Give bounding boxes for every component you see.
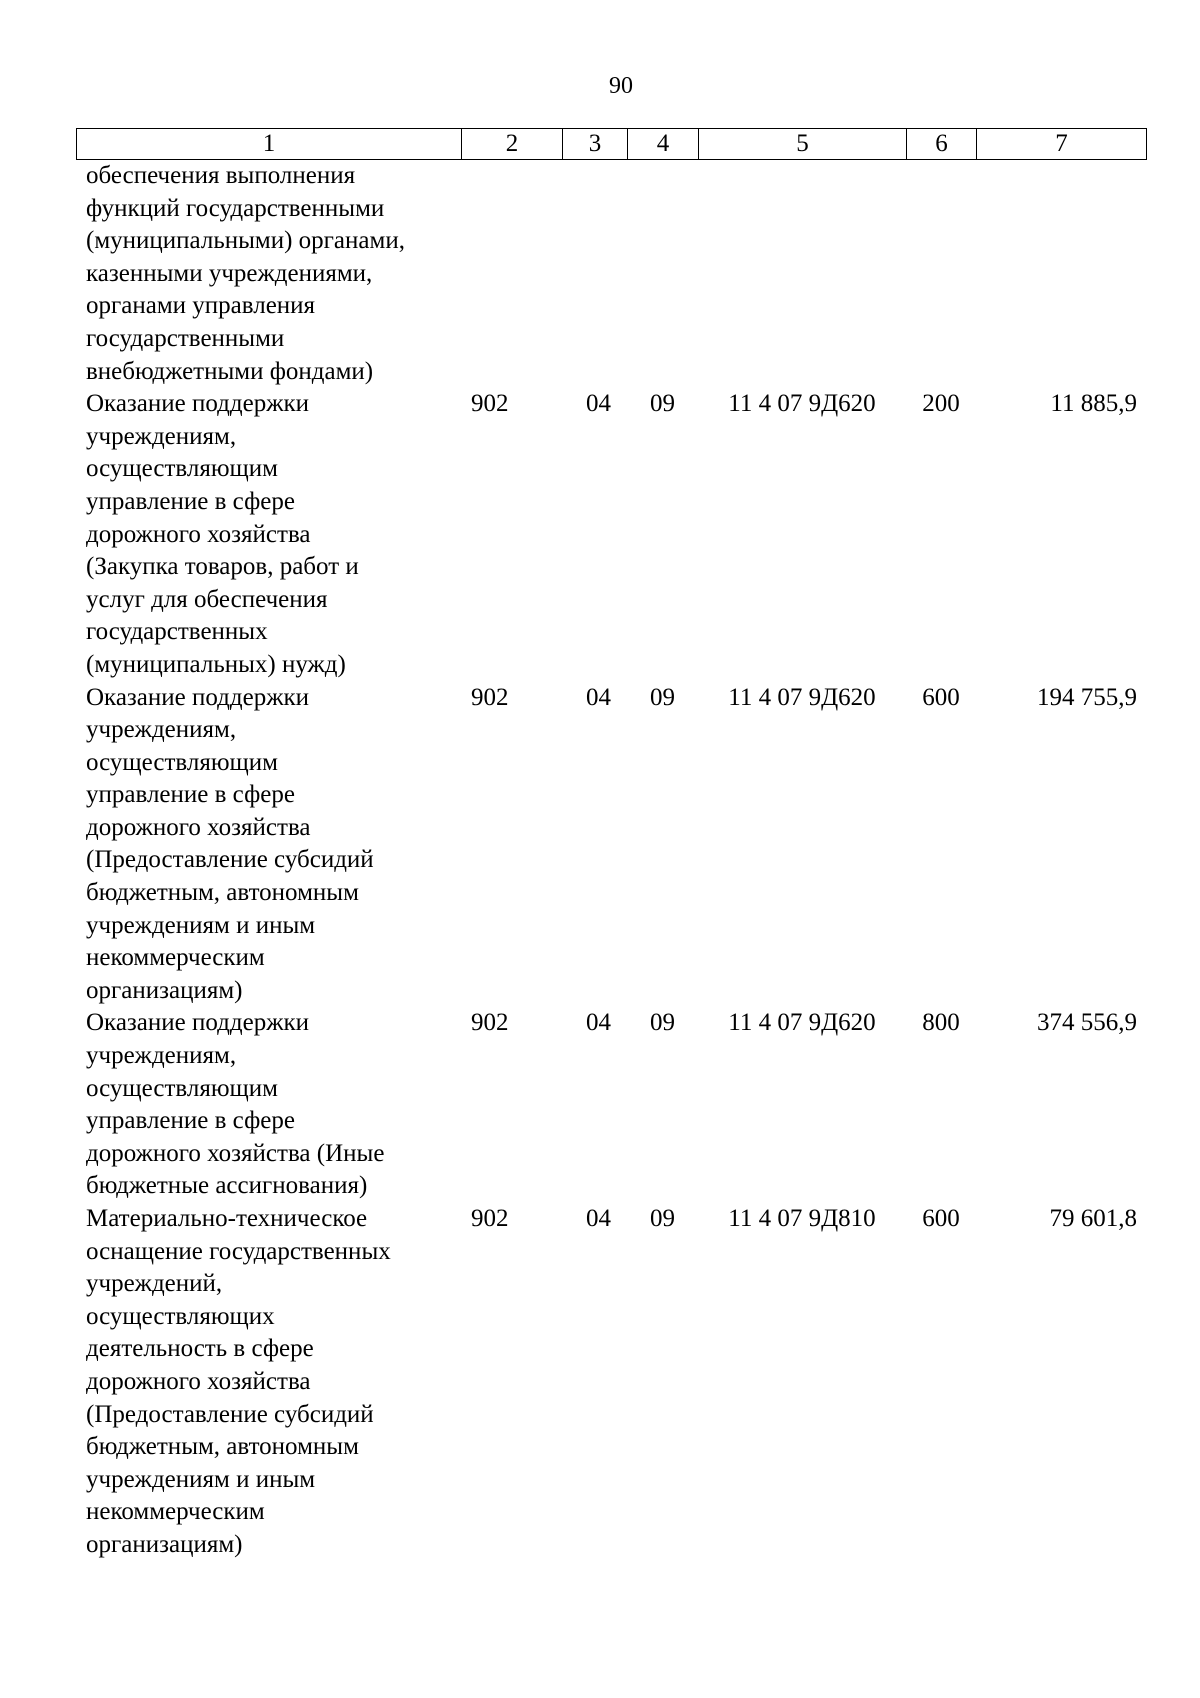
description-line: организациям) <box>86 1530 243 1558</box>
description-line: обеспечения выполнения <box>86 162 356 189</box>
section-code-cell <box>562 160 627 388</box>
description-line: бюджетные ассигнования) <box>86 1172 368 1200</box>
description-line: дорожного хозяйства <box>86 520 311 548</box>
description-line: деятельность в сфере <box>86 1335 314 1363</box>
row-description <box>76 1007 461 1203</box>
expense-type-cell: 800 <box>922 1009 960 1037</box>
description-line: организациям) <box>86 976 243 1004</box>
column-header-6: 6 <box>907 129 977 159</box>
description-line: Оказание поддержки <box>86 390 309 418</box>
expense-type-cell: 200 <box>922 390 960 418</box>
table-row <box>76 160 1147 388</box>
subsection-code-cell: 09 <box>650 683 675 711</box>
ministry-code-cell: 902 <box>471 1205 509 1232</box>
ministry-code-cell: 902 <box>471 390 509 418</box>
ministry-code-cell: 902 <box>471 1009 509 1037</box>
description-line: управление в сфере <box>86 1107 295 1135</box>
column-header-5: 5 <box>699 129 907 159</box>
ministry-code-cell <box>461 160 562 388</box>
expense-type-cell: 600 <box>922 683 960 711</box>
column-header-2: 2 <box>462 129 563 159</box>
description-line: (муниципальных) нужд) <box>86 650 346 678</box>
amount-cell: 79 601,8 <box>1049 1205 1137 1232</box>
amount-cell: 11 885,9 <box>1050 390 1137 418</box>
description-line: (Закупка товаров, работ и <box>86 553 359 581</box>
description-line: учреждениям и иным <box>86 1465 316 1493</box>
row-description <box>76 160 461 388</box>
section-code-cell: 04 <box>586 683 611 711</box>
description-line: дорожного хозяйства <box>86 813 311 841</box>
subsection-code-cell: 09 <box>650 390 675 418</box>
target-article-cell: 11 4 07 9Д620 <box>728 1009 876 1037</box>
description-line: некоммерческим <box>86 1498 265 1526</box>
column-header-7: 7 <box>1055 130 1068 157</box>
description-line: функций государственными <box>86 194 385 222</box>
description-line: казенными учреждениями, <box>86 259 373 287</box>
description-line: управление в сфере <box>86 781 295 809</box>
description-line: бюджетным, автономным <box>86 879 359 907</box>
subsection-code-cell <box>627 160 698 388</box>
page-number: 90 <box>609 73 633 99</box>
section-code-cell: 04 <box>586 1205 611 1232</box>
table-body <box>76 160 1147 1562</box>
description-line: Оказание поддержки <box>86 683 309 711</box>
subsection-code-cell: 09 <box>650 1009 675 1037</box>
table-header-row <box>76 128 1147 160</box>
description-line: дорожного хозяйства (Иные <box>86 1139 385 1167</box>
description-line: Материально-техническое <box>86 1205 368 1232</box>
table-row <box>76 682 1147 1008</box>
table-row <box>76 1007 1147 1203</box>
row-description <box>76 682 461 1008</box>
description-line: внебюджетными фондами) <box>86 357 374 385</box>
section-code-cell: 04 <box>586 390 611 418</box>
row-description <box>76 1203 461 1562</box>
target-article-cell: 11 4 07 9Д620 <box>728 683 876 711</box>
description-line: учреждениям, <box>86 716 237 744</box>
description-line: государственных <box>86 618 268 646</box>
description-line: управление в сфере <box>86 487 295 515</box>
description-line: государственными <box>86 324 285 352</box>
description-line: осуществляющим <box>86 455 278 483</box>
column-header-4: 4 <box>628 129 699 159</box>
table-row <box>76 1203 1147 1562</box>
column-header-3: 3 <box>563 129 628 159</box>
description-line: некоммерческим <box>86 944 265 972</box>
description-line: (Предоставление субсидий <box>86 1400 374 1428</box>
description-line: бюджетным, автономным <box>86 1433 359 1461</box>
description-line: осуществляющим <box>86 748 278 776</box>
ministry-code-cell: 902 <box>471 683 509 711</box>
description-line: Оказание поддержки <box>86 1009 309 1037</box>
amount-cell: 194 755,9 <box>1037 683 1137 711</box>
description-line: осуществляющим <box>86 1074 278 1102</box>
amount-cell <box>976 160 1147 388</box>
description-line: услуг для обеспечения <box>86 585 328 613</box>
expense-type-cell <box>906 160 976 388</box>
target-article-cell <box>698 160 906 388</box>
table-row <box>76 388 1147 681</box>
description-line: осуществляющих <box>86 1302 275 1330</box>
description-line: учреждениям, <box>86 422 237 450</box>
description-line: органами управления <box>86 292 316 320</box>
target-article-cell: 11 4 07 9Д810 <box>728 1205 876 1232</box>
subsection-code-cell: 09 <box>650 1205 675 1232</box>
row-description <box>76 388 461 681</box>
amount-cell: 374 556,9 <box>1037 1009 1137 1037</box>
description-line: учреждений, <box>86 1270 223 1298</box>
description-line: дорожного хозяйства <box>86 1367 311 1395</box>
section-code-cell: 04 <box>586 1009 611 1037</box>
description-line: учреждениям и иным <box>86 911 316 939</box>
description-line: (Предоставление субсидий <box>86 846 374 874</box>
description-line: (муниципальными) органами, <box>86 227 405 255</box>
description-line: учреждениям, <box>86 1042 237 1070</box>
expense-type-cell: 600 <box>922 1205 960 1232</box>
description-line: оснащение государственных <box>86 1237 391 1265</box>
column-header-1: 1 <box>77 129 462 159</box>
target-article-cell: 11 4 07 9Д620 <box>728 390 876 418</box>
